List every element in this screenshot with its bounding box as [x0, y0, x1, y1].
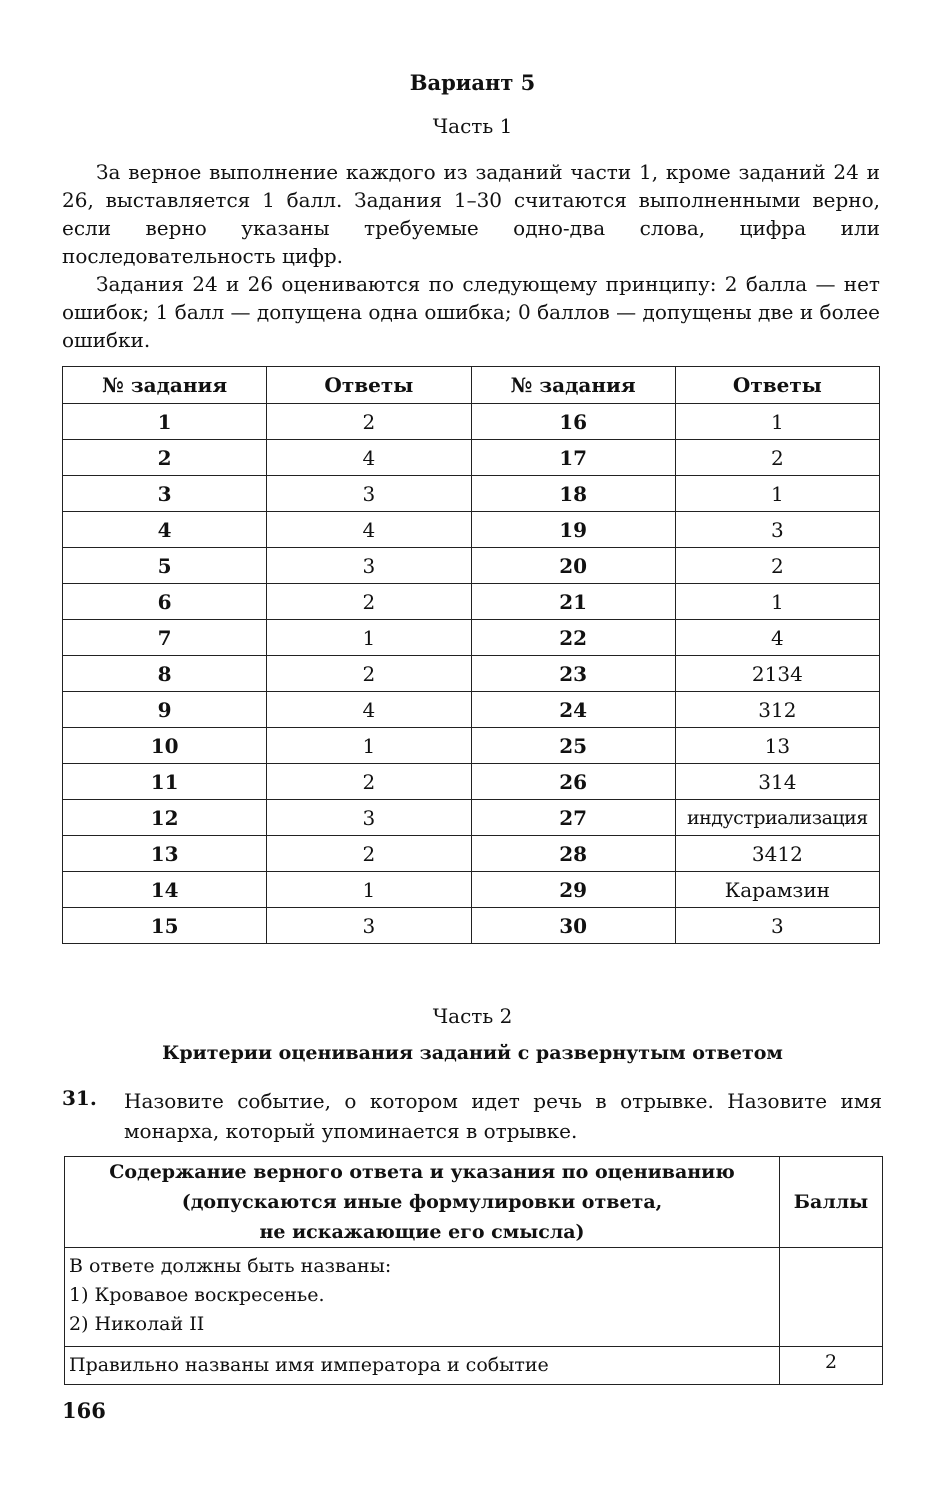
answer-item: 2) Николай II	[69, 1313, 205, 1335]
criteria-table	[64, 1156, 883, 1385]
task-number-cell: 14	[63, 872, 267, 908]
answer-cell: 1	[267, 728, 471, 764]
task-number-cell: 20	[471, 548, 675, 584]
task-number-cell: 5	[63, 548, 267, 584]
table-row	[63, 404, 880, 440]
col-header-task-number: № задания	[63, 367, 267, 404]
answer-cell: 2	[675, 548, 879, 584]
task-number-cell: 29	[471, 872, 675, 908]
answer-cell: 1	[267, 620, 471, 656]
task-number-cell: 10	[63, 728, 267, 764]
task-number-cell: 7	[63, 620, 267, 656]
table-row	[63, 548, 880, 584]
task-number-cell: 17	[471, 440, 675, 476]
answer-content-cell	[65, 1248, 780, 1347]
answer-cell: 2	[267, 764, 471, 800]
answer-cell: 3	[675, 512, 879, 548]
task-number-cell: 16	[471, 404, 675, 440]
task-number-cell: 21	[471, 584, 675, 620]
table-row	[63, 872, 880, 908]
answer-cell: Карамзин	[675, 872, 879, 908]
answer-cell: 4	[267, 440, 471, 476]
task-number-cell: 6	[63, 584, 267, 620]
answers-table	[62, 366, 880, 944]
col-header-task-number: № задания	[471, 367, 675, 404]
table-row	[63, 728, 880, 764]
answer-cell: 312	[675, 692, 879, 728]
answer-item: 1) Кровавое воскресенье.	[69, 1284, 325, 1306]
criterion-score: 2	[780, 1347, 883, 1385]
task-number-cell: 23	[471, 656, 675, 692]
criteria-title: Критерии оценивания заданий с развернутым ответом	[162, 1042, 783, 1064]
task-number-cell: 28	[471, 836, 675, 872]
criteria-header-line: не искажающие его смысла)	[259, 1221, 585, 1243]
col-header-answers: Ответы	[675, 367, 879, 404]
criteria-score-row	[65, 1347, 883, 1385]
task-number-cell: 22	[471, 620, 675, 656]
answer-cell: 1	[675, 476, 879, 512]
task-number-cell: 9	[63, 692, 267, 728]
task-number-cell: 12	[63, 800, 267, 836]
answer-cell: 3	[267, 548, 471, 584]
task-number-cell: 3	[63, 476, 267, 512]
table-row	[63, 908, 880, 944]
criteria-table-header	[65, 1157, 883, 1248]
criteria-answer-row	[65, 1248, 883, 1347]
task-number-cell: 19	[471, 512, 675, 548]
answer-cell: 2	[267, 656, 471, 692]
answer-cell: 3	[675, 908, 879, 944]
question-number: 31.	[62, 1086, 97, 1110]
task-number-cell: 13	[63, 836, 267, 872]
answer-cell: 13	[675, 728, 879, 764]
page-number: 166	[62, 1398, 106, 1423]
answer-cell: 2	[675, 440, 879, 476]
task-number-cell: 8	[63, 656, 267, 692]
table-row	[63, 836, 880, 872]
question-text: Назовите событие, о котором идет речь в отрывке. Назовите имя монарха, который упоминается в отрывке.	[124, 1089, 882, 1143]
answer-cell: 314	[675, 764, 879, 800]
task-number-cell: 15	[63, 908, 267, 944]
answer-score-cell	[780, 1248, 883, 1347]
criterion-text: Правильно названы имя императора и событие	[65, 1347, 780, 1385]
task-number-cell: 18	[471, 476, 675, 512]
table-row	[63, 584, 880, 620]
answer-cell: 2	[267, 836, 471, 872]
task-number-cell: 4	[63, 512, 267, 548]
table-row	[63, 656, 880, 692]
answer-cell: 3	[267, 908, 471, 944]
answer-cell: 4	[267, 512, 471, 548]
answer-cell: 3412	[675, 836, 879, 872]
answer-cell: 3	[267, 800, 471, 836]
answer-cell: 4	[267, 692, 471, 728]
task-number-cell: 24	[471, 692, 675, 728]
answer-cell: индустриализация	[675, 800, 879, 836]
task-number-cell: 25	[471, 728, 675, 764]
criteria-header-content	[65, 1157, 780, 1248]
table-row	[63, 692, 880, 728]
task-number-cell: 27	[471, 800, 675, 836]
intro-paragraph-1: За верное выполнение каждого из заданий части 1, кроме заданий 24 и 26, выставляется 1 балл. Задания 1–30 считаются выполненными верно, если верно указаны требуемые одно-два слова, цифра или последовательность цифр.	[62, 160, 880, 268]
col-header-answers: Ответы	[267, 367, 471, 404]
task-number-cell: 26	[471, 764, 675, 800]
intro-paragraph-2: Задания 24 и 26 оцениваются по следующему принципу: 2 балла — нет ошибок; 1 балл — допущена одна ошибка; 0 баллов — допущены две и более ошибки.	[62, 272, 880, 352]
task-number-cell: 30	[471, 908, 675, 944]
answer-cell: 1	[675, 584, 879, 620]
part1-heading: Часть 1	[432, 114, 513, 138]
criteria-header-score: Баллы	[780, 1157, 883, 1248]
answer-cell: 2	[267, 584, 471, 620]
task-number-cell: 2	[63, 440, 267, 476]
table-row	[63, 440, 880, 476]
answer-cell: 4	[675, 620, 879, 656]
answer-cell: 2	[267, 404, 471, 440]
answer-cell: 3	[267, 476, 471, 512]
criteria-header-line: (допускаются иные формулировки ответа,	[181, 1191, 663, 1213]
table-row	[63, 764, 880, 800]
answers-table-header	[63, 367, 880, 404]
task-number-cell: 1	[63, 404, 267, 440]
table-row	[63, 620, 880, 656]
answer-intro: В ответе должны быть названы:	[69, 1255, 392, 1277]
answer-cell: 1	[675, 404, 879, 440]
table-row	[63, 476, 880, 512]
table-row	[63, 512, 880, 548]
answer-cell: 1	[267, 872, 471, 908]
answer-cell: 2134	[675, 656, 879, 692]
task-number-cell: 11	[63, 764, 267, 800]
table-row	[63, 800, 880, 836]
criteria-header-line: Содержание верного ответа и указания по оцениванию	[109, 1161, 735, 1183]
variant-title: Вариант 5	[409, 70, 536, 95]
part2-heading: Часть 2	[432, 1004, 513, 1028]
